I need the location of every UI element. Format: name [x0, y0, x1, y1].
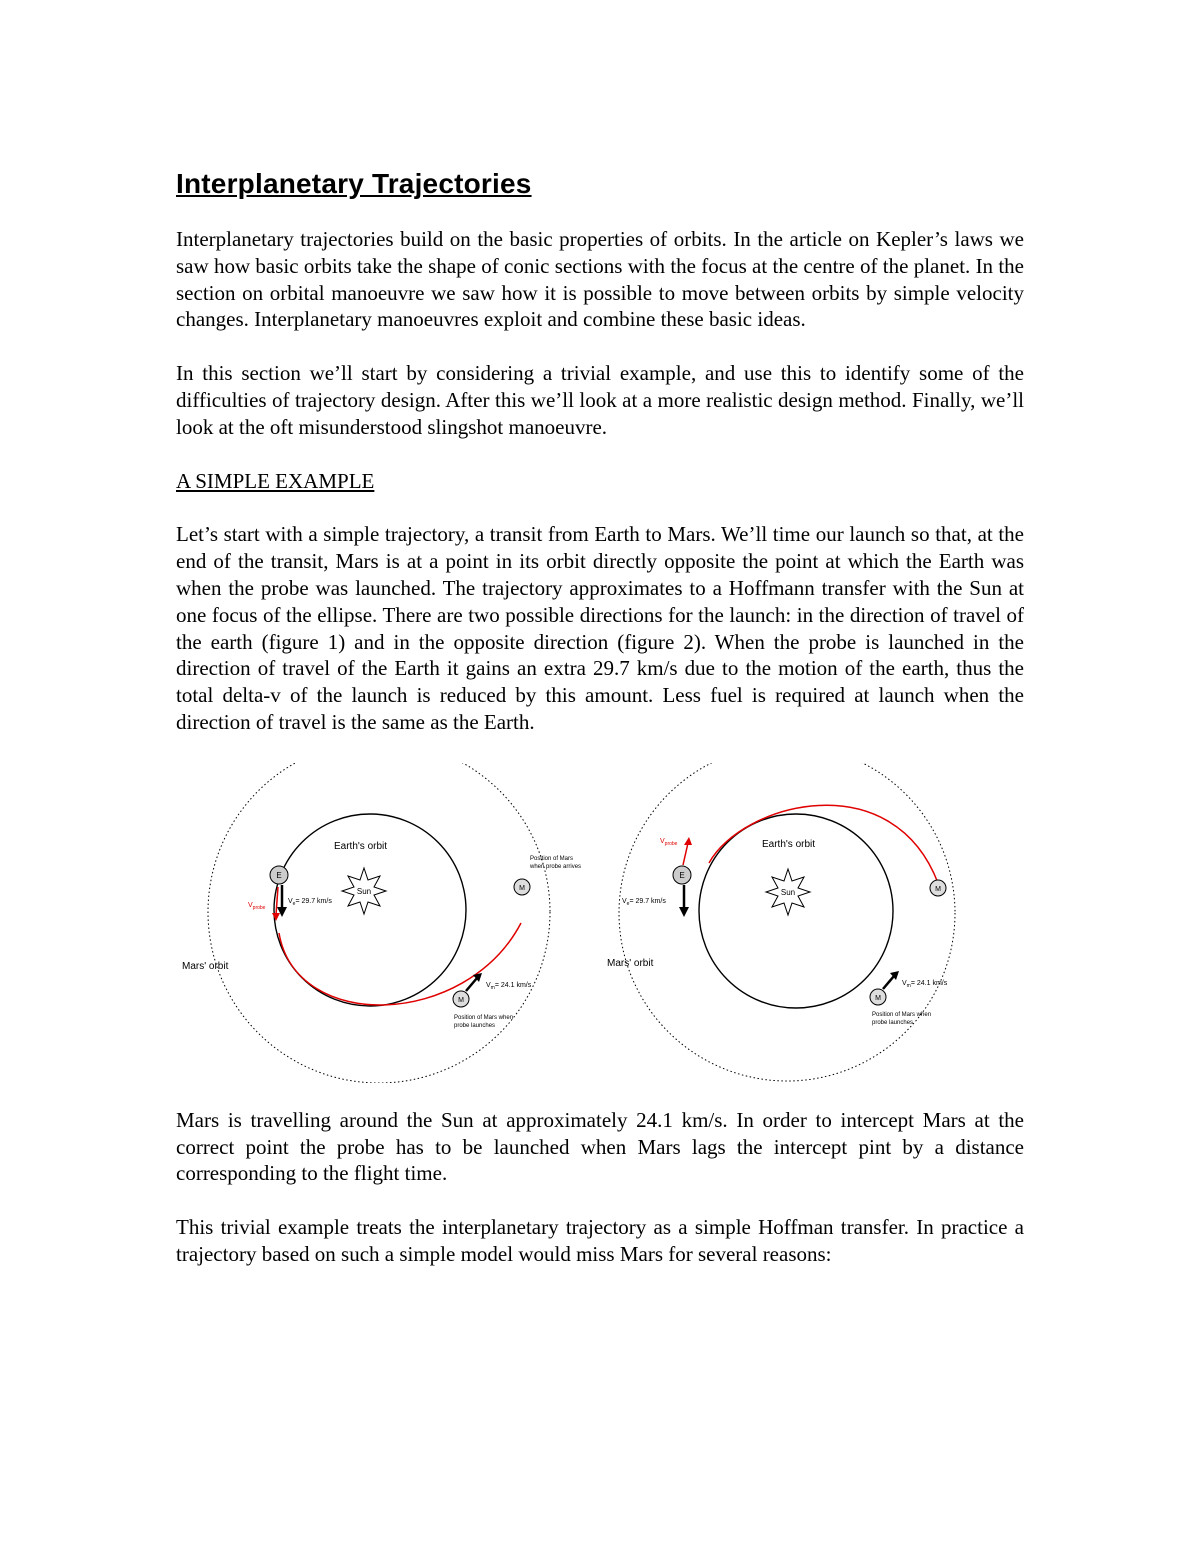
transfer-trajectory	[279, 923, 521, 1005]
sun-icon	[766, 869, 810, 915]
probe-velocity-arrowhead	[272, 913, 280, 921]
probe-velocity-arrowhead	[684, 837, 692, 845]
mars-launch-icon	[453, 991, 469, 1007]
mars-arrival-label-2: when probe arrives	[530, 863, 582, 870]
figure-1-diagram	[176, 763, 606, 1083]
mars-velocity-label: $V_m= 24.1$ km/s	[902, 979, 948, 989]
figure-2-diagram	[602, 763, 1024, 1083]
sun-icon	[342, 868, 386, 914]
earth-icon	[270, 866, 288, 884]
earth-velocity-label: $V_e= 29.7$ km/s	[622, 897, 666, 907]
mars-arrival-label-1: Position of Mars	[530, 855, 574, 862]
mars-orbit	[208, 763, 550, 1083]
mars-launch-symbol: M	[875, 994, 881, 1002]
mars-orbit-label: Mars' orbit	[182, 960, 229, 972]
mars-arrival-icon	[930, 880, 946, 896]
probe-velocity-label: $V_{probe}$	[248, 901, 266, 911]
mars-symbol: M	[519, 884, 525, 892]
paragraph-intro: Interplanetary trajectories build on the basic properties of orbits. In the article on Kepler’s laws we saw how basic orbits take the shape of conic sections with the focus at the centre of the planet. In the section on orbital manoeuvre we saw how it is possible to move between orbits by simple velocity changes. Interplanetary manoeuvres exploit and combine these basic ideas.	[176, 227, 1024, 332]
mars-launch-icon	[870, 989, 886, 1005]
mars-arrival-icon	[514, 879, 530, 895]
mars-launch-label-2: probe launches	[872, 1019, 914, 1026]
figures-row	[176, 763, 1024, 1083]
mars-launch-label-1: Position of Mars when	[454, 1014, 514, 1021]
earth-orbit-label: Earth's orbit	[762, 838, 816, 850]
sun-label: Sun	[356, 886, 372, 896]
page-title: Interplanetary Trajectories	[176, 168, 532, 199]
paragraph-trivial-example: This trivial example treats the interplanetary trajectory as a simple Hoffman transfer. In practice a trajectory based on such a simple model would miss Mars for several reasons:	[176, 1215, 1024, 1266]
earth-symbol: E	[679, 870, 685, 880]
paragraph-simple-trajectory: Let’s start with a simple trajectory, a transit from Earth to Mars. We’ll time our launch so that, at the end of the transit, Mars is at a point in its orbit directly opposite the point at which the Earth was when the probe was launched. The trajectory approximates to a Hoffmann transfer with the Sun at one focus of the ellipse. There are two possible directions for the launch: in the direction of travel of the earth (figure 1) and in the opposite direction (figure 2). When the probe is launched in the direction of travel of the Earth it gains an extra 29.7 km/s due to the motion of the earth, thus the total delta-v of the launch is reduced by this amount. Less fuel is required at launch when the direction of travel is the same as the Earth.	[176, 522, 1024, 734]
document-content	[176, 166, 1024, 1295]
figure-1	[176, 763, 606, 1083]
earth-launch-point	[673, 866, 691, 884]
mars-symbol: M	[935, 885, 941, 893]
paragraph-overview: In this section we’ll start by considering a trivial example, and use this to identify some of the difficulties of trajectory design. After this we’ll look at a more realistic design method. Finally, we’ll look at the oft misunderstood slingshot manoeuvre.	[176, 361, 1024, 439]
earth-velocity-label: $V_e= 29.7$ km/s	[288, 897, 332, 907]
sun-label: Sun	[780, 887, 796, 897]
section-heading: A SIMPLE EXAMPLE	[176, 468, 375, 493]
earth-velocity-arrowhead	[679, 907, 689, 917]
mars-orbit-label: Mars' orbit	[607, 957, 654, 969]
mars-velocity-arrow	[883, 976, 894, 989]
figure-2	[602, 763, 1024, 1083]
mars-launch-symbol: M	[458, 996, 464, 1004]
probe-velocity-label: $V_{probe}$	[660, 837, 678, 847]
paragraph-mars-speed: Mars is travelling around the Sun at approximately 24.1 km/s. In order to intercept Mars at the correct point the probe has to be launched when Mars lags the intercept pint by a distance corresponding to the flight time.	[176, 1107, 1024, 1186]
earth-orbit-label: Earth's orbit	[334, 840, 388, 852]
transfer-trajectory	[709, 805, 938, 883]
probe-velocity-arrow	[683, 843, 688, 865]
mars-launch-label-1: Position of Mars when	[872, 1011, 932, 1018]
mars-velocity-label: $V_m= 24.1$ km/s	[486, 981, 532, 991]
mars-launch-label-2: probe launches	[454, 1022, 496, 1029]
earth-symbol: E	[276, 870, 282, 880]
